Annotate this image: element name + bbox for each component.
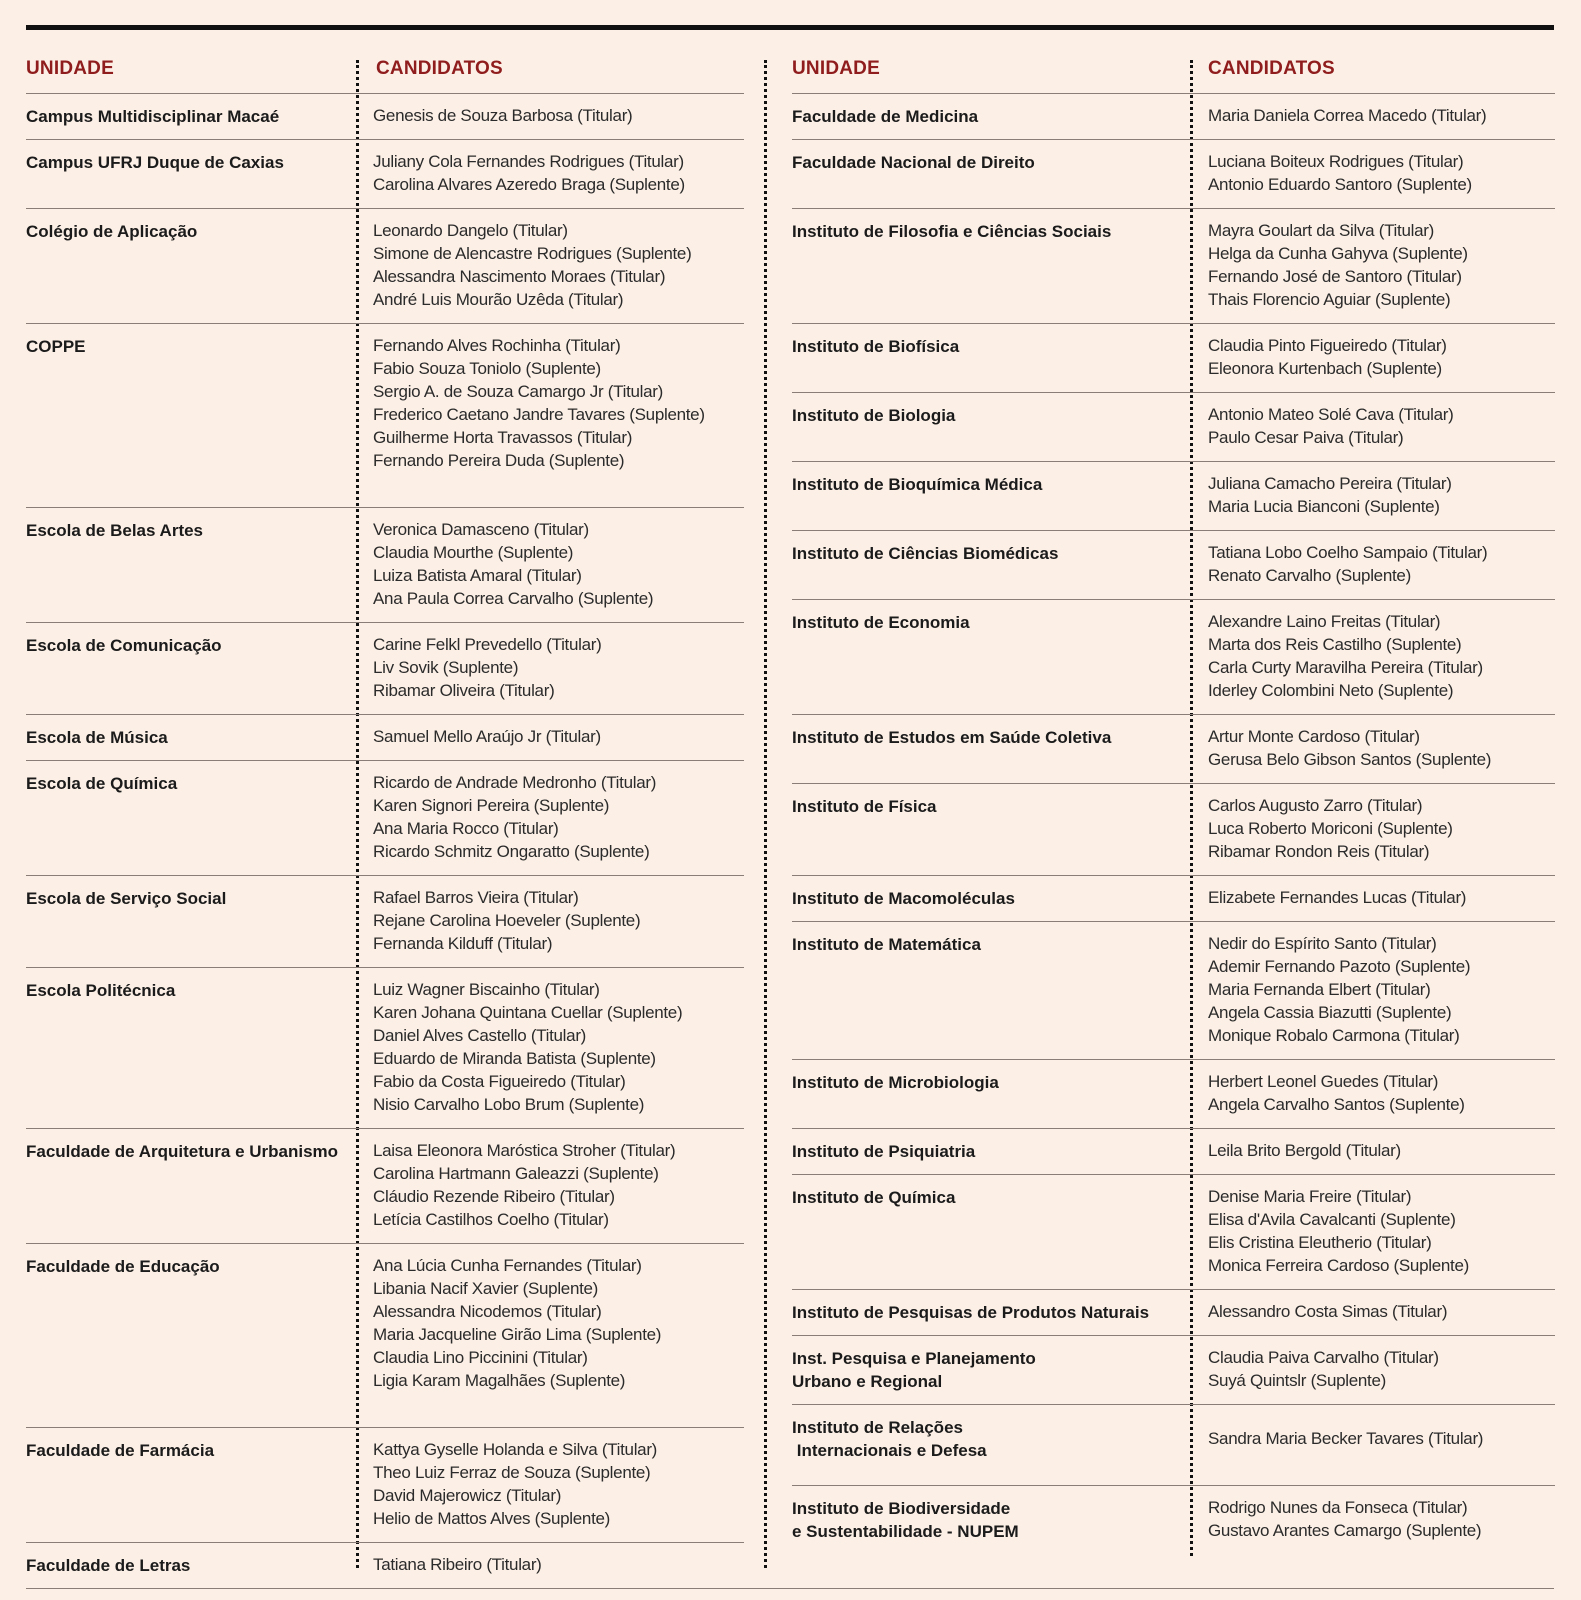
candidate-list	[1208, 1070, 1555, 1116]
unit-name: Escola Politécnica	[26, 981, 176, 1000]
table-body	[26, 93, 744, 1588]
candidates-column-header: CANDIDATOS	[376, 58, 503, 79]
candidate-name: Theo Luiz Ferraz de Souza (Suplente)	[373, 1463, 651, 1482]
unit-name: Instituto de Física	[792, 797, 937, 816]
table-row	[792, 530, 1555, 599]
table-row	[26, 760, 744, 875]
candidate-name: Carine Felkl Prevedello (Titular)	[373, 635, 602, 654]
candidate-name: Paulo Cesar Paiva (Titular)	[1208, 428, 1404, 447]
unit-name: Instituto de Matemática	[792, 935, 981, 954]
candidate-name: Carolina Alvares Azeredo Braga (Suplente)	[373, 175, 685, 194]
candidate-name: Frederico Caetano Jandre Tavares (Suplente)	[373, 405, 705, 424]
table-row	[26, 875, 744, 967]
candidate-name: Ribamar Rondon Reis (Titular)	[1208, 842, 1430, 861]
unit-name: Instituto de Economia	[792, 613, 970, 632]
spacer	[1208, 1450, 1555, 1473]
candidate-name: Eduardo de Miranda Batista (Suplente)	[373, 1049, 656, 1068]
candidate-name: Karen Signori Pereira (Suplente)	[373, 796, 610, 815]
candidate-name: Sergio A. de Souza Camargo Jr (Titular)	[373, 382, 664, 401]
unit-name: Instituto de Psiquiatria	[792, 1142, 976, 1161]
unit-name: Instituto de Filosofia e Ciências Sociais	[792, 222, 1112, 241]
table-row	[792, 1485, 1555, 1554]
candidate-name: Juliany Cola Fernandes Rodrigues (Titular)	[373, 152, 684, 171]
candidate-name: Sandra Maria Becker Tavares (Titular)	[1208, 1429, 1484, 1448]
candidate-name: Carlos Augusto Zarro (Titular)	[1208, 796, 1423, 815]
candidate-name: Antonio Eduardo Santoro (Suplente)	[1208, 175, 1472, 194]
candidate-name: Carla Curty Maravilha Pereira (Titular)	[1208, 658, 1483, 677]
unit-column-header: UNIDADE	[792, 58, 880, 79]
candidate-name: Genesis de Souza Barbosa (Titular)	[373, 106, 633, 125]
unit-name: Instituto de Biologia	[792, 406, 956, 425]
table-row	[792, 921, 1555, 1059]
candidate-name: David Majerowicz (Titular)	[373, 1486, 562, 1505]
candidate-name: Liv Sovik (Suplente)	[373, 658, 519, 677]
unit-name: Colégio de Aplicação	[26, 222, 198, 241]
panel-divider	[764, 60, 767, 1568]
candidate-list	[1208, 334, 1555, 380]
table-row	[792, 323, 1555, 392]
candidate-name: André Luis Mourão Uzêda (Titular)	[373, 290, 624, 309]
candidate-name: Gustavo Arantes Camargo (Suplente)	[1208, 1521, 1482, 1540]
unit-name: Instituto de Biofísica	[792, 337, 960, 356]
candidate-name: Helga da Cunha Gahyva (Suplente)	[1208, 244, 1468, 263]
candidate-list	[1208, 794, 1555, 863]
table-row	[26, 507, 744, 622]
candidate-list	[1208, 1496, 1555, 1542]
candidate-list	[373, 725, 744, 748]
candidate-name: Elisa d'Avila Cavalcanti (Suplente)	[1208, 1210, 1456, 1229]
unit-name: Instituto de Bioquímica Médica	[792, 475, 1043, 494]
candidate-name: Rafael Barros Vieira (Titular)	[373, 888, 579, 907]
unit-name: Instituto de Biodiversidade e Sustentabilidade - NUPEM	[792, 1499, 1019, 1541]
candidate-name: Claudia Lino Piccinini (Titular)	[373, 1348, 588, 1367]
table-row	[792, 1404, 1555, 1485]
candidate-name: Luiza Batista Amaral (Titular)	[373, 566, 582, 585]
candidate-list	[373, 886, 744, 955]
candidate-name: Nisio Carvalho Lobo Brum (Suplente)	[373, 1095, 645, 1114]
candidate-name: Angela Cassia Biazutti (Suplente)	[1208, 1003, 1452, 1022]
unit-name: Instituto de Pesquisas de Produtos Naturais	[792, 1303, 1150, 1322]
candidate-name: Daniel Alves Castello (Titular)	[373, 1026, 587, 1045]
candidate-name: Kattya Gyselle Holanda e Silva (Titular)	[373, 1440, 658, 1459]
table-row	[792, 1128, 1555, 1174]
candidate-name: Ribamar Oliveira (Titular)	[373, 681, 555, 700]
candidate-name: Fernando Pereira Duda (Suplente)	[373, 451, 625, 470]
unit-name: Faculdade de Letras	[26, 1556, 191, 1575]
table-row	[26, 622, 744, 714]
table-row	[26, 1427, 744, 1542]
candidate-list	[1208, 104, 1555, 127]
candidate-name: Mayra Goulart da Silva (Titular)	[1208, 221, 1434, 240]
candidate-name: Suyá Quintslr (Suplente)	[1208, 1371, 1386, 1390]
candidate-list	[1208, 1185, 1555, 1277]
candidate-name: Monica Ferreira Cardoso (Suplente)	[1208, 1256, 1469, 1275]
candidate-name: Ricardo de Andrade Medronho (Titular)	[373, 773, 657, 792]
table-row	[792, 392, 1555, 461]
candidate-name: Cláudio Rezende Ribeiro (Titular)	[373, 1187, 615, 1206]
candidate-name: Maria Jacqueline Girão Lima (Suplente)	[373, 1325, 662, 1344]
candidate-list	[1208, 1415, 1555, 1473]
table-row	[792, 1059, 1555, 1128]
candidate-list	[1208, 1346, 1555, 1392]
table-row	[26, 1542, 744, 1588]
candidate-name: Renato Carvalho (Suplente)	[1208, 566, 1411, 585]
candidate-list	[373, 1139, 744, 1231]
candidate-name: Alexandre Laino Freitas (Titular)	[1208, 612, 1441, 631]
candidate-list	[373, 334, 744, 472]
candidate-name: Ana Lúcia Cunha Fernandes (Titular)	[373, 1256, 642, 1275]
candidate-list	[1208, 150, 1555, 196]
candidate-list	[373, 633, 744, 702]
candidate-name: Herbert Leonel Guedes (Titular)	[1208, 1072, 1439, 1091]
candidate-name: Luiz Wagner Biscainho (Titular)	[373, 980, 600, 999]
unit-name: Escola de Comunicação	[26, 636, 222, 655]
candidate-name: Maria Daniela Correa Macedo (Titular)	[1208, 106, 1487, 125]
candidate-list	[373, 978, 744, 1116]
candidate-name: Ligia Karam Magalhães (Suplente)	[373, 1371, 626, 1390]
table-row	[26, 208, 744, 323]
unit-name: Faculdade de Arquitetura e Urbanismo	[26, 1142, 339, 1161]
candidate-name: Eleonora Kurtenbach (Suplente)	[1208, 359, 1442, 378]
candidate-name: Ana Maria Rocco (Titular)	[373, 819, 559, 838]
candidate-list	[373, 1438, 744, 1530]
candidate-name: Leonardo Dangelo (Titular)	[373, 221, 568, 240]
candidate-list	[1208, 541, 1555, 587]
unit-name: Campus Multidisciplinar Macaé	[26, 107, 280, 126]
table-row	[792, 1174, 1555, 1289]
candidate-name: Elizabete Fernandes Lucas (Titular)	[1208, 888, 1467, 907]
unit-name: Inst. Pesquisa e Planejamento Urbano e Regional	[792, 1349, 1036, 1391]
table-body	[792, 93, 1555, 1554]
table-row	[792, 714, 1555, 783]
table-row	[792, 1335, 1555, 1404]
candidate-name: Simone de Alencastre Rodrigues (Suplente)	[373, 244, 692, 263]
candidate-name: Fernando José de Santoro (Titular)	[1208, 267, 1462, 286]
unit-name: Instituto de Relações Internacionais e Defesa	[792, 1418, 987, 1460]
unit-column-header: UNIDADE	[26, 58, 114, 79]
table-header	[26, 56, 744, 92]
table-row	[792, 875, 1555, 921]
candidate-list	[373, 219, 744, 311]
candidate-name: Marta dos Reis Castilho (Suplente)	[1208, 635, 1462, 654]
unit-name: Instituto de Microbiologia	[792, 1073, 999, 1092]
table-row	[26, 1243, 744, 1427]
candidate-name: Helio de Mattos Alves (Suplente)	[373, 1509, 611, 1528]
candidate-name: Artur Monte Cardoso (Titular)	[1208, 727, 1420, 746]
candidate-name: Alessandra Nicodemos (Titular)	[373, 1302, 602, 1321]
unit-name: Faculdade Nacional de Direito	[792, 153, 1035, 172]
candidate-name: Tatiana Ribeiro (Titular)	[373, 1555, 542, 1574]
candidate-name: Claudia Pinto Figueiredo (Titular)	[1208, 336, 1447, 355]
candidate-name: Rejane Carolina Hoeveler (Suplente)	[373, 911, 641, 930]
candidate-name: Carolina Hartmann Galeazzi (Suplente)	[373, 1164, 659, 1183]
unit-name: Campus UFRJ Duque de Caxias	[26, 153, 284, 172]
candidate-name: Monique Robalo Carmona (Titular)	[1208, 1026, 1460, 1045]
unit-name: Faculdade de Farmácia	[26, 1441, 215, 1460]
candidate-name: Iderley Colombini Neto (Suplente)	[1208, 681, 1454, 700]
unit-name: COPPE	[26, 337, 86, 356]
table-row	[26, 139, 744, 208]
unit-name: Escola de Belas Artes	[26, 521, 204, 540]
candidate-name: Libania Nacif Xavier (Suplente)	[373, 1279, 599, 1298]
candidate-name: Thais Florencio Aguiar (Suplente)	[1208, 290, 1451, 309]
candidate-name: Maria Lucia Bianconi (Suplente)	[1208, 497, 1440, 516]
candidate-list	[1208, 472, 1555, 518]
candidate-name: Nedir do Espírito Santo (Titular)	[1208, 934, 1437, 953]
table-row	[792, 599, 1555, 714]
candidate-name: Ademir Fernando Pazoto (Suplente)	[1208, 957, 1471, 976]
unit-name: Escola de Serviço Social	[26, 889, 227, 908]
candidate-list	[373, 104, 744, 127]
candidate-name: Veronica Damasceno (Titular)	[373, 520, 589, 539]
candidate-list	[1208, 932, 1555, 1047]
table-row	[792, 1289, 1555, 1335]
candidate-name: Ana Paula Correa Carvalho (Suplente)	[373, 589, 654, 608]
table-row	[792, 139, 1555, 208]
candidate-list	[373, 518, 744, 610]
table-row	[792, 93, 1555, 139]
unit-name: Instituto de Estudos em Saúde Coletiva	[792, 728, 1112, 747]
candidate-name: Laisa Eleonora Maróstica Stroher (Titular)	[373, 1141, 676, 1160]
candidate-name: Juliana Camacho Pereira (Titular)	[1208, 474, 1452, 493]
candidates-column-header: CANDIDATOS	[1208, 58, 1335, 79]
table-row	[792, 208, 1555, 323]
table-row	[26, 714, 744, 760]
candidate-name: Ricardo Schmitz Ongaratto (Suplente)	[373, 842, 650, 861]
unit-name: Escola de Música	[26, 728, 168, 747]
candidate-name: Claudia Mourthe (Suplente)	[373, 543, 574, 562]
candidate-name: Samuel Mello Araújo Jr (Titular)	[373, 727, 601, 746]
candidate-list	[1208, 886, 1555, 909]
table-header	[792, 56, 1555, 92]
candidate-list	[1208, 1300, 1555, 1323]
table-row	[792, 461, 1555, 530]
candidate-name: Fabio Souza Toniolo (Suplente)	[373, 359, 601, 378]
candidate-list	[1208, 1139, 1555, 1162]
candidate-name: Alessandra Nascimento Moraes (Titular)	[373, 267, 666, 286]
candidate-name: Denise Maria Freire (Titular)	[1208, 1187, 1412, 1206]
candidate-name: Fernanda Kilduff (Titular)	[373, 934, 553, 953]
candidate-list	[373, 771, 744, 863]
candidate-list	[1208, 403, 1555, 449]
candidate-name: Guilherme Horta Travassos (Titular)	[373, 428, 633, 447]
table-row	[26, 93, 744, 139]
unit-name: Instituto de Ciências Biomédicas	[792, 544, 1059, 563]
top-rule	[26, 25, 1554, 30]
candidate-list	[1208, 725, 1555, 771]
candidate-name: Claudia Paiva Carvalho (Titular)	[1208, 1348, 1439, 1367]
unit-name: Instituto de Química	[792, 1188, 956, 1207]
unit-name: Faculdade de Educação	[26, 1257, 220, 1276]
unit-name: Faculdade de Medicina	[792, 107, 979, 126]
table-row	[26, 323, 744, 507]
candidate-name: Gerusa Belo Gibson Santos (Suplente)	[1208, 750, 1492, 769]
table-row	[26, 1128, 744, 1243]
candidate-list	[1208, 219, 1555, 311]
candidate-name: Fabio da Costa Figueiredo (Titular)	[373, 1072, 626, 1091]
candidate-name: Rodrigo Nunes da Fonseca (Titular)	[1208, 1498, 1468, 1517]
unit-name: Escola de Química	[26, 774, 178, 793]
candidate-list	[373, 1553, 744, 1576]
candidate-list	[373, 1254, 744, 1392]
candidate-name: Antonio Mateo Solé Cava (Titular)	[1208, 405, 1454, 424]
candidate-name: Elis Cristina Eleutherio (Titular)	[1208, 1233, 1432, 1252]
candidate-name: Luciana Boiteux Rodrigues (Titular)	[1208, 152, 1464, 171]
candidate-list	[373, 150, 744, 196]
candidate-name: Alessandro Costa Simas (Titular)	[1208, 1302, 1448, 1321]
candidate-name: Maria Fernanda Elbert (Titular)	[1208, 980, 1431, 999]
candidate-name: Angela Carvalho Santos (Suplente)	[1208, 1095, 1465, 1114]
candidate-name: Fernando Alves Rochinha (Titular)	[373, 336, 621, 355]
candidate-name: Tatiana Lobo Coelho Sampaio (Titular)	[1208, 543, 1488, 562]
table-row	[792, 783, 1555, 875]
bottom-rule	[26, 1588, 1554, 1589]
table-row	[26, 967, 744, 1128]
unit-name: Instituto de Macomoléculas	[792, 889, 1015, 908]
candidate-name: Leila Brito Bergold (Titular)	[1208, 1141, 1401, 1160]
candidate-list	[1208, 610, 1555, 702]
candidate-name: Karen Johana Quintana Cuellar (Suplente)	[373, 1003, 683, 1022]
candidate-name: Letícia Castilhos Coelho (Titular)	[373, 1210, 609, 1229]
candidate-name: Luca Roberto Moriconi (Suplente)	[1208, 819, 1453, 838]
